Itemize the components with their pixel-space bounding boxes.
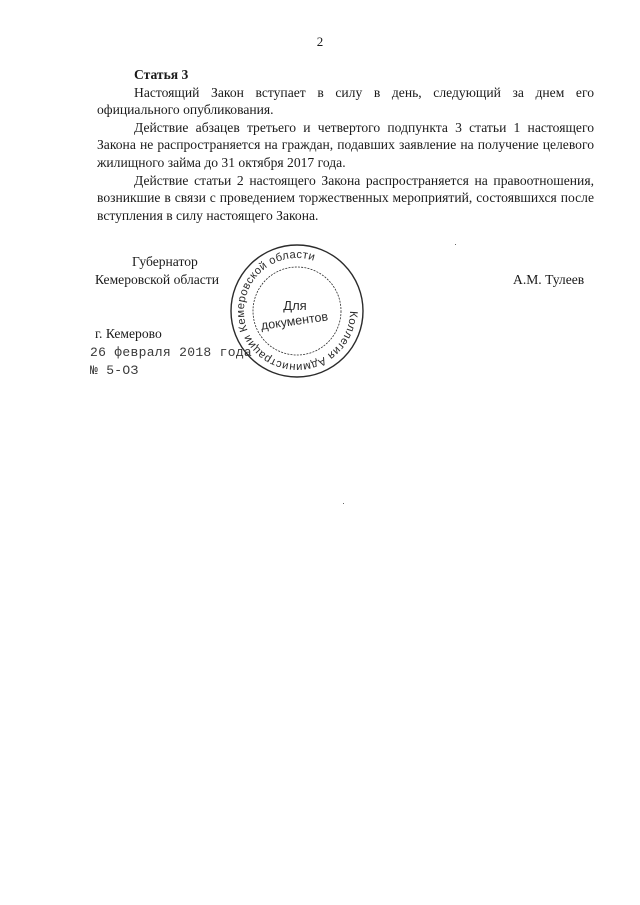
page-number: 2 — [316, 34, 324, 49]
governor-region: Кемеровской области — [95, 272, 220, 287]
governor-name: А.М. Тулеев — [513, 272, 585, 287]
article-paragraph: Действие статьи 2 настоящего Закона распространяется на правоотношения, возникшие в связи с проведением торжественных мероприятий, состоявшихся после вступления в силу настоящего Закона. — [97, 172, 594, 223]
article-heading: Статья 3 — [134, 67, 189, 82]
seal-ring-text: Коллегия Администрации Кемеровской области — [234, 248, 360, 374]
seal-center-line-1: Для — [283, 298, 307, 313]
seal-center-line-2: документов — [260, 309, 329, 333]
governor-title: Губернатор — [132, 254, 198, 269]
article-paragraph: Действие абзацев третьего и четвертого подпункта 3 статьи 1 настоящего Закона не распространяется на граждан, подавших заявление на получение целевого жилищного займа до 31 октября 2017 года. — [97, 119, 594, 170]
signing-place: г. Кемерово — [95, 326, 162, 341]
article-paragraph: Настоящий Закон вступает в силу в день, следующий за днем его официального опубликования. — [97, 84, 594, 118]
signing-date: 26 февраля 2018 года — [90, 345, 253, 360]
scan-speck — [455, 244, 456, 245]
official-seal — [229, 243, 365, 379]
scan-speck — [343, 503, 344, 504]
law-number: № 5-ОЗ — [90, 363, 139, 378]
